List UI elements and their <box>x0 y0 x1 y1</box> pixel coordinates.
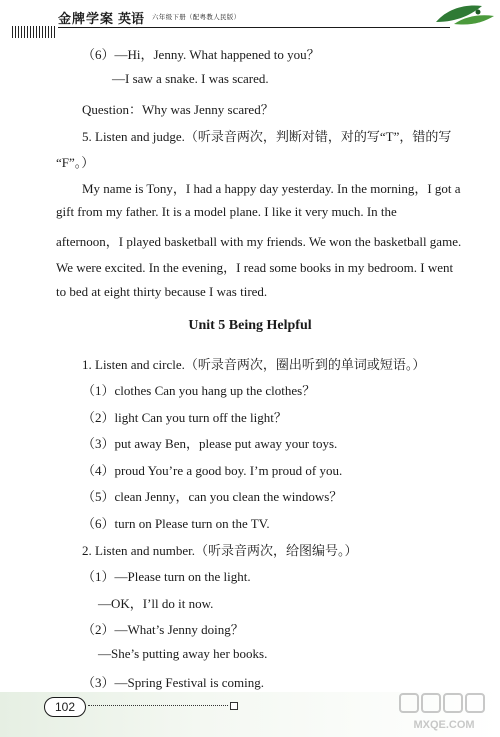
question-line: Question：Why was Jenny scared？ <box>82 102 274 117</box>
section1-item: （5）clean Jenny，can you clean the windows？ <box>82 489 343 504</box>
leaf-logo-icon <box>432 0 496 28</box>
book-subject: 英语 <box>118 11 145 26</box>
paragraph-line-3: afternoon，I played basketball with my friends. We won the basketball game. <box>56 234 462 249</box>
watermark-logo-icon <box>394 690 494 734</box>
section5-title: 5. Listen and judge.（听录音两次，判断对错，对的写“T”，错的写 <box>82 129 452 144</box>
section1-item: （3）put away Ben，please put away your toys. <box>82 436 338 451</box>
footer-square-marker <box>230 702 238 710</box>
section2-item: —She’s putting away her books. <box>98 646 268 661</box>
section2-item: （3）—Spring Festival is coming. <box>82 675 265 690</box>
paragraph-line-5: to bed at eight thirty because I was tired. <box>56 284 268 299</box>
page-header <box>0 0 500 36</box>
section2-title: 2. Listen and number.（听录音两次，给图编号。） <box>82 543 358 558</box>
dialogue-6-line-2: —I saw a snake. I was scared. <box>112 71 269 86</box>
section1-item: （2）light Can you turn off the light？ <box>82 410 287 425</box>
unit-heading: Unit 5 Being Helpful <box>188 318 312 333</box>
section5-title-cont: “F”。） <box>56 155 95 170</box>
section2-item: —OK，I’ll do it now. <box>98 596 214 611</box>
watermark-text: MXQE.COM <box>413 719 475 731</box>
section1-item: （4）proud You’re a good boy. I’m proud of you. <box>82 463 343 478</box>
section1-item: （1）clothes Can you hang up the clothes？ <box>82 383 316 398</box>
header-rule <box>58 27 450 28</box>
dialogue-6-line-1: （6）—Hi，Jenny. What happened to you？ <box>82 47 320 62</box>
footer-dotted-rule <box>88 705 228 706</box>
paragraph-line-1: My name is Tony，I had a happy day yesterday. In the morning，I got a <box>82 181 461 196</box>
section2-item: （1）—Please turn on the light. <box>82 569 251 584</box>
page-number: 102 <box>44 697 86 717</box>
paragraph-line-4: We were excited. In the evening，I read some books in my bedroom. I went <box>56 260 454 275</box>
paragraph-line-2: gift from my father. It is a model plane. I like it very much. In the <box>56 204 397 219</box>
book-title: 金牌学案 <box>58 11 115 26</box>
book-subtitle: 六年级下册（配粤教人民版） <box>152 14 241 21</box>
section1-title: 1. Listen and circle.（听录音两次，圈出听到的单词或短语。） <box>82 357 426 372</box>
section2-item: （2）—What’s Jenny doing？ <box>82 622 244 637</box>
section1-item: （6）turn on Please turn on the TV. <box>82 516 270 531</box>
header-barcode-decoration <box>12 26 56 38</box>
